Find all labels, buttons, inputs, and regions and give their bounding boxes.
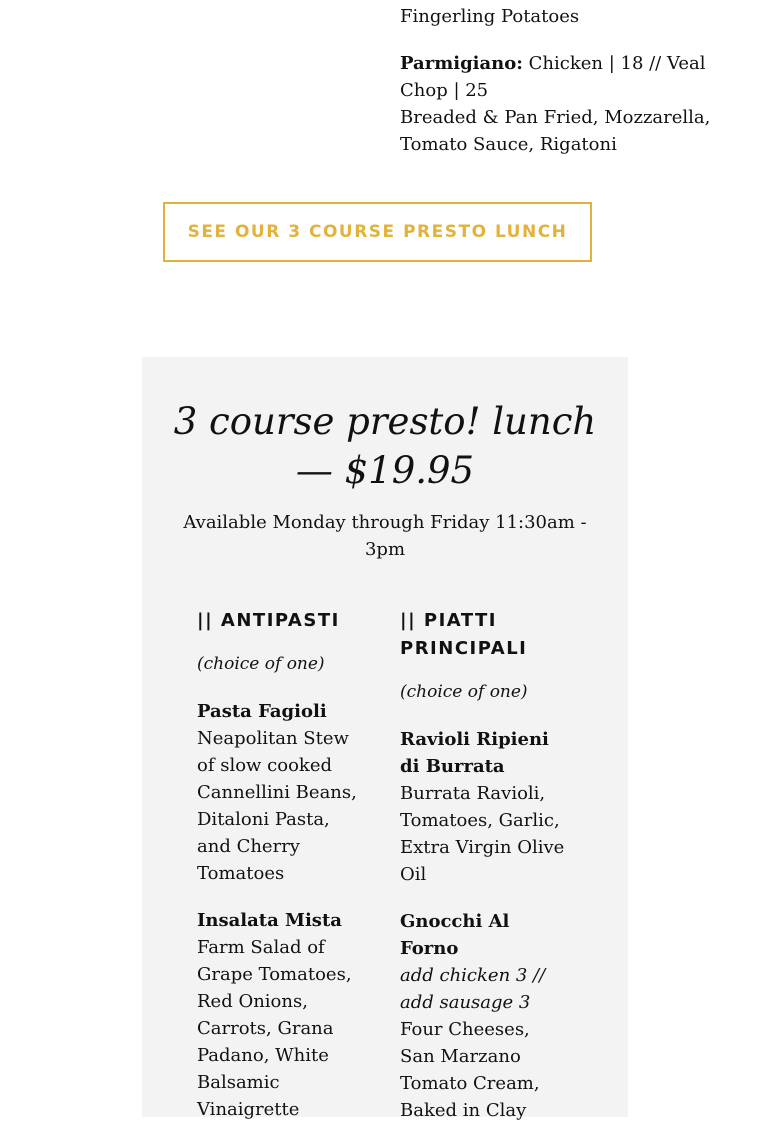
choice-note: (choice of one) <box>400 682 528 702</box>
dish-description: Burrata Ravioli, Tomatoes, Garlic, Extra Virgin Olive Oil <box>400 783 565 885</box>
dish-name: Insalata Mista <box>197 910 342 931</box>
dish-addon: add chicken 3 // add sausage 3 <box>400 965 546 1013</box>
presto-lunch-panel <box>142 357 628 1121</box>
item-description: Fingerling Potatoes <box>400 6 580 27</box>
item-name: Parmigiano: <box>400 53 523 74</box>
panel-title: 3 course presto! lunch — $19.95 <box>173 400 597 492</box>
item-price: Chicken | 18 // Veal Chop | 25 <box>400 53 706 101</box>
availability-text: Available Monday through Friday 11:30am - 3pm <box>183 512 587 560</box>
section-heading: || ANTIPASTI <box>197 610 340 631</box>
dish-item <box>197 907 367 1123</box>
dish-description: Neapolitan Stew of slow cooked Cannellini Beans, Ditaloni Pasta, and Cherry Tomatoes <box>197 728 357 884</box>
dish-name: Gnocchi Al Forno <box>400 911 510 959</box>
dish-item <box>400 726 570 888</box>
presto-lunch-button[interactable]: SEE OUR 3 COURSE PRESTO LUNCH <box>163 202 592 262</box>
menu-items-top <box>400 0 730 158</box>
piatti-principali-column <box>400 607 570 1124</box>
dish-description: Four Cheeses, San Marzano Tomato Cream, Baked in Clay <box>400 1019 540 1121</box>
menu-item-parmigiano <box>400 50 730 158</box>
item-description: Breaded & Pan Fried, Mozzarella, Tomato Sauce, Rigatoni <box>400 107 711 155</box>
dish-name: Pasta Fagioli <box>197 701 327 722</box>
dish-name: Ravioli Ripieni di Burrata <box>400 729 549 777</box>
dish-item <box>400 908 570 1124</box>
antipasti-column <box>197 607 367 1123</box>
section-heading: || PIATTI PRINCIPALI <box>400 610 528 659</box>
dish-item <box>197 698 367 887</box>
dish-description: Farm Salad of Grape Tomatoes, Red Onions, Carrots, Grana Padano, White Balsamic Vinaigrette <box>197 937 352 1120</box>
choice-note: (choice of one) <box>197 654 325 674</box>
